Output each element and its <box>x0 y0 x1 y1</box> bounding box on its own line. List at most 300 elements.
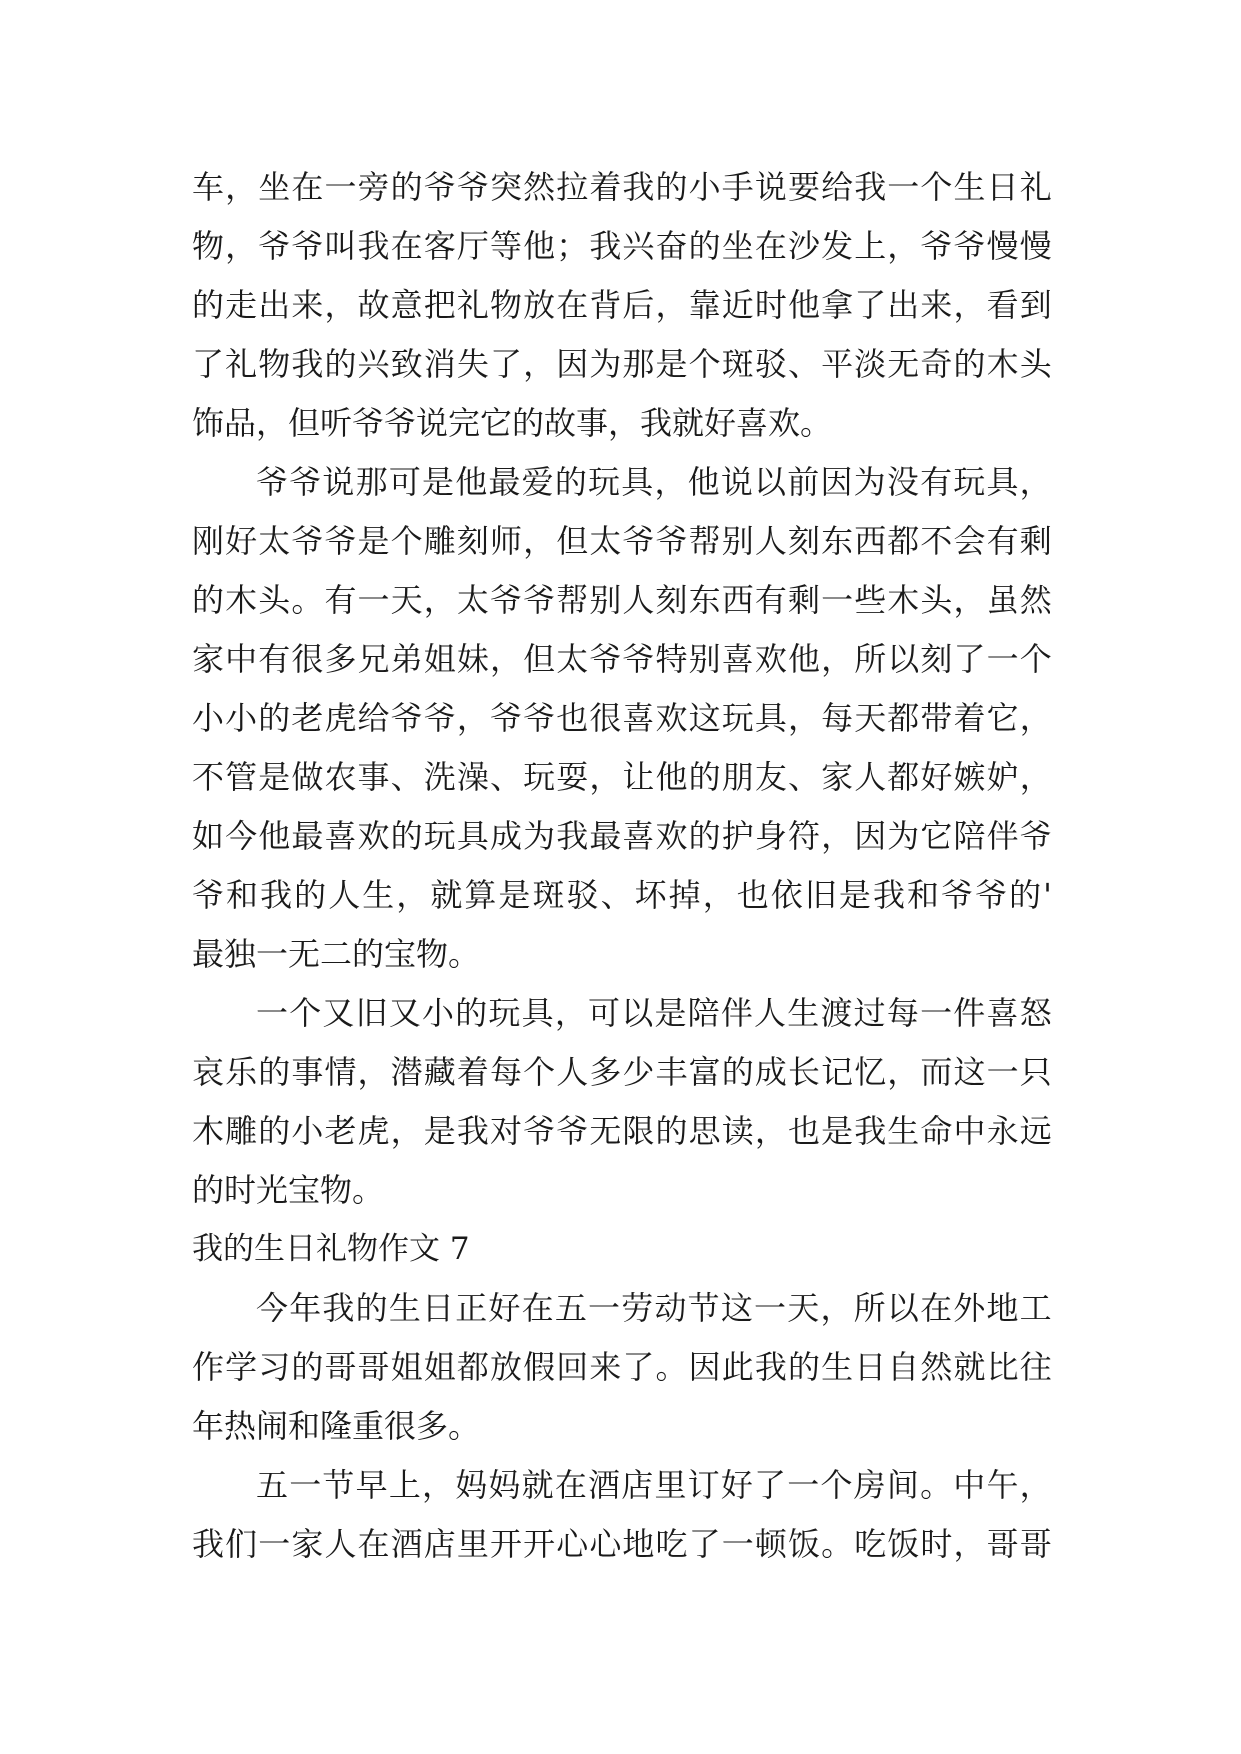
glyph: 特 <box>655 640 688 678</box>
glyph: 生 <box>953 168 986 206</box>
glyph: 前 <box>787 463 820 501</box>
glyph: 人 <box>328 876 361 914</box>
glyph: ' <box>1043 876 1052 914</box>
glyph: 爷 <box>589 640 622 678</box>
glyph: 因 <box>854 817 887 855</box>
glyph: 后 <box>622 286 655 324</box>
glyph: 伴 <box>720 994 753 1032</box>
glyph: 别 <box>589 581 622 619</box>
glyph: 店 <box>423 1525 456 1563</box>
glyph: 的 <box>721 1053 754 1091</box>
glyph: 木 <box>986 345 1019 383</box>
line-text: 我的生日礼物作文 7 <box>192 1231 470 1267</box>
glyph: 我 <box>854 168 887 206</box>
glyph: 每 <box>821 699 854 737</box>
glyph: 时 <box>920 1525 953 1563</box>
glyph: 都 <box>887 699 920 737</box>
glyph: 小 <box>422 994 455 1032</box>
glyph: 天 <box>854 699 887 737</box>
glyph: 有 <box>324 581 357 619</box>
glyph: 、 <box>489 758 522 796</box>
glyph: 而 <box>920 1053 953 1091</box>
glyph: ， <box>324 286 357 324</box>
glyph: 记 <box>821 1053 854 1091</box>
glyph: 这 <box>688 699 721 737</box>
glyph: 不 <box>920 522 953 560</box>
glyph: 着 <box>589 168 622 206</box>
glyph: 生 <box>887 1112 920 1150</box>
glyph: 酒 <box>588 1466 621 1504</box>
glyph: 为 <box>887 817 920 855</box>
glyph: 地 <box>986 1289 1019 1327</box>
glyph: 虎 <box>357 1112 390 1150</box>
line-text: 的时光宝物。 <box>192 1171 385 1209</box>
glyph: 们 <box>225 1525 258 1563</box>
glyph: 也 <box>787 1112 820 1150</box>
glyph: 爷 <box>289 463 322 501</box>
glyph: 物 <box>489 286 522 324</box>
text-line <box>192 1397 1052 1456</box>
glyph: ， <box>655 286 688 324</box>
glyph: 过 <box>853 994 886 1032</box>
glyph: 以 <box>621 994 654 1032</box>
glyph: 回 <box>556 1348 589 1386</box>
glyph: 为 <box>589 345 622 383</box>
glyph: 小 <box>291 1112 324 1150</box>
glyph: 今 <box>256 1289 289 1327</box>
glyph: 说 <box>322 463 355 501</box>
glyph: 思 <box>688 1112 721 1150</box>
glyph: 发 <box>821 227 854 265</box>
glyph: 爷 <box>523 699 556 737</box>
glyph: 我 <box>622 168 655 206</box>
text-line <box>192 158 1052 217</box>
glyph: 爷 <box>489 699 522 737</box>
text-line <box>192 866 1052 925</box>
text-line <box>192 1279 1052 1338</box>
glyph: 家 <box>291 1525 324 1563</box>
glyph: 的 <box>258 1112 291 1150</box>
glyph: 玩 <box>721 699 754 737</box>
glyph: 它 <box>986 699 1019 737</box>
glyph: 客 <box>423 227 456 265</box>
glyph: ， <box>456 699 489 737</box>
glyph: 。 <box>920 1466 953 1504</box>
glyph: 妹 <box>456 640 489 678</box>
glyph: 我 <box>872 876 905 914</box>
line-text: 年热闹和隆重很多。 <box>192 1407 481 1445</box>
glyph: 它 <box>920 817 953 855</box>
glyph: 家 <box>821 758 854 796</box>
glyph: 假 <box>523 1348 556 1386</box>
glyph: 些 <box>854 581 887 619</box>
glyph: 别 <box>688 640 721 678</box>
glyph: 来 <box>589 1348 622 1386</box>
glyph: 的 <box>192 581 225 619</box>
glyph: 爷 <box>622 640 655 678</box>
glyph: 习 <box>258 1348 291 1386</box>
glyph: 算 <box>464 876 497 914</box>
glyph: 刻 <box>456 522 489 560</box>
glyph: 和 <box>226 876 259 914</box>
glyph: 哀 <box>192 1053 225 1091</box>
glyph: 就 <box>953 1348 986 1386</box>
glyph: 五 <box>554 1289 587 1327</box>
glyph: 头 <box>258 581 291 619</box>
glyph: 、 <box>390 758 423 796</box>
glyph: 依 <box>770 876 803 914</box>
glyph: 的 <box>787 1348 820 1386</box>
glyph: 酒 <box>390 1525 423 1563</box>
glyph: 弟 <box>390 640 423 678</box>
glyph: 太 <box>456 581 489 619</box>
glyph: 老 <box>291 699 324 737</box>
glyph: 给 <box>821 168 854 206</box>
glyph: 有 <box>920 463 953 501</box>
glyph: 近 <box>721 286 754 324</box>
glyph: 靠 <box>688 286 721 324</box>
glyph: 洗 <box>423 758 456 796</box>
glyph: 件 <box>953 994 986 1032</box>
glyph: ， <box>953 1525 986 1563</box>
glyph: 是 <box>258 758 291 796</box>
glyph: 在 <box>754 227 787 265</box>
glyph: 那 <box>355 463 388 501</box>
text-line <box>192 748 1052 807</box>
glyph: 可 <box>388 463 421 501</box>
glyph: 耍 <box>556 758 589 796</box>
glyph: 爷 <box>523 581 556 619</box>
glyph: 为 <box>853 463 886 501</box>
text-line <box>192 453 1052 512</box>
glyph: 帮 <box>556 581 589 619</box>
glyph: 往 <box>1019 1348 1052 1386</box>
glyph: 好 <box>720 1466 753 1504</box>
glyph: 无 <box>887 345 920 383</box>
glyph: 具 <box>456 817 489 855</box>
glyph: 礼 <box>225 345 258 383</box>
glyph: 给 <box>357 699 390 737</box>
glyph: 帮 <box>688 522 721 560</box>
glyph: 姐 <box>423 1348 456 1386</box>
glyph: 正 <box>455 1289 488 1327</box>
glyph: 故 <box>357 286 390 324</box>
glyph: 可 <box>588 994 621 1032</box>
text-line <box>192 807 1052 866</box>
glyph: 。 <box>655 1348 688 1386</box>
glyph: 午 <box>986 1466 1019 1504</box>
glyph: 最 <box>291 817 324 855</box>
glyph: 心 <box>556 1525 589 1563</box>
document-body <box>192 158 1052 1574</box>
line-text: 最独一无二的宝物。 <box>192 935 481 973</box>
glyph: 永 <box>986 1112 1019 1150</box>
glyph: ， <box>654 463 687 501</box>
glyph: 着 <box>456 1053 489 1091</box>
glyph: 个 <box>523 1053 556 1091</box>
glyph: 我 <box>589 227 622 265</box>
glyph: 一 <box>357 581 390 619</box>
glyph: 说 <box>720 463 753 501</box>
glyph: 他 <box>787 286 820 324</box>
glyph: 兴 <box>622 227 655 265</box>
glyph: 着 <box>953 699 986 737</box>
glyph: 日 <box>854 1348 887 1386</box>
glyph: 物 <box>258 345 291 383</box>
glyph: 玩 <box>523 758 556 796</box>
glyph: 个 <box>820 1466 853 1504</box>
glyph: 又 <box>388 994 421 1032</box>
glyph: 坐 <box>721 227 754 265</box>
glyph: 的 <box>291 1348 324 1386</box>
glyph: 个 <box>688 345 721 383</box>
glyph: 我 <box>192 1525 225 1563</box>
glyph: 爷 <box>975 876 1008 914</box>
text-line <box>192 1043 1052 1102</box>
glyph: 喜 <box>324 817 357 855</box>
glyph: 劳 <box>621 1289 654 1327</box>
line-text: 饰品，但听爷爷说完它的故事，我就好喜欢。 <box>192 404 833 442</box>
glyph: 具 <box>754 699 787 737</box>
glyph: ， <box>887 1053 920 1091</box>
glyph: 只 <box>1019 1053 1052 1091</box>
glyph: 爷 <box>423 699 456 737</box>
glyph: 他 <box>655 758 688 796</box>
glyph: 欢 <box>655 699 688 737</box>
glyph: 欢 <box>357 817 390 855</box>
glyph: 放 <box>489 1348 522 1386</box>
glyph: 无 <box>589 1112 622 1150</box>
text-line <box>192 276 1052 335</box>
glyph: 怒 <box>1019 994 1052 1032</box>
glyph: 喜 <box>721 640 754 678</box>
glyph: 在 <box>521 1289 554 1327</box>
glyph: ， <box>523 345 556 383</box>
glyph: 、 <box>787 345 820 383</box>
glyph: 一 <box>920 994 953 1032</box>
glyph: 太 <box>258 522 291 560</box>
glyph: 要 <box>787 168 820 206</box>
glyph: 玩 <box>588 463 621 501</box>
glyph: ， <box>1019 1466 1052 1504</box>
glyph: 上 <box>388 1466 421 1504</box>
glyph: 中 <box>953 1112 986 1150</box>
glyph: 物 <box>192 227 225 265</box>
glyph: 喜 <box>986 994 1019 1032</box>
glyph: 的 <box>390 817 423 855</box>
glyph: 放 <box>523 286 556 324</box>
glyph: 渡 <box>820 994 853 1032</box>
glyph: 成 <box>754 1053 787 1091</box>
text-line <box>192 1515 1052 1574</box>
glyph: 消 <box>423 345 456 383</box>
glyph: 的 <box>390 168 423 206</box>
glyph: 然 <box>1019 581 1052 619</box>
glyph: 好 <box>488 1289 521 1327</box>
glyph: 在 <box>357 1525 390 1563</box>
glyph: 不 <box>192 758 225 796</box>
text-line <box>192 1456 1052 1515</box>
glyph: 爷 <box>655 522 688 560</box>
glyph: 他 <box>258 817 291 855</box>
glyph: 爷 <box>941 876 974 914</box>
glyph: 爷 <box>920 227 953 265</box>
glyph: 兴 <box>357 345 390 383</box>
glyph: 。 <box>291 581 324 619</box>
glyph: 的 <box>688 227 721 265</box>
glyph: 因 <box>688 1348 721 1386</box>
glyph: 淡 <box>854 345 887 383</box>
glyph: 就 <box>430 876 463 914</box>
glyph: ， <box>357 1053 390 1091</box>
glyph: 木 <box>192 1112 225 1150</box>
glyph: 沙 <box>787 227 820 265</box>
glyph: 我 <box>854 1112 887 1150</box>
glyph: 他 <box>687 463 720 501</box>
glyph: 地 <box>622 1525 655 1563</box>
glyph: 作 <box>192 1348 225 1386</box>
glyph: 中 <box>953 1466 986 1504</box>
glyph: 礼 <box>1019 168 1052 206</box>
glyph: 是 <box>422 463 455 501</box>
glyph: 虽 <box>986 581 1019 619</box>
glyph: 喜 <box>622 817 655 855</box>
glyph: ， <box>754 1112 787 1150</box>
glyph: 的 <box>688 758 721 796</box>
glyph: 都 <box>887 522 920 560</box>
glyph: 刻 <box>920 640 953 678</box>
glyph: 人 <box>556 1053 589 1091</box>
glyph: 生 <box>787 994 820 1032</box>
glyph: ， <box>554 994 587 1032</box>
glyph: 开 <box>523 1525 556 1563</box>
glyph: 具 <box>621 463 654 501</box>
glyph: 个 <box>390 522 423 560</box>
glyph: 了 <box>688 1525 721 1563</box>
glyph: ， <box>1019 699 1052 737</box>
glyph: 每 <box>489 1053 522 1091</box>
glyph: ， <box>422 1466 455 1504</box>
glyph: 别 <box>721 522 754 560</box>
glyph: 我 <box>322 1289 355 1327</box>
glyph: 玩 <box>423 817 456 855</box>
glyph: 虎 <box>324 699 357 737</box>
text-line <box>192 217 1052 276</box>
glyph: 店 <box>621 1466 654 1504</box>
glyph: 做 <box>291 758 324 796</box>
text-line <box>192 394 1052 453</box>
glyph: 顿 <box>754 1525 787 1563</box>
glyph: 这 <box>720 1289 753 1327</box>
glyph: 等 <box>489 227 522 265</box>
glyph: 爷 <box>324 522 357 560</box>
text-line <box>192 1161 1052 1220</box>
glyph: 慢 <box>986 227 1019 265</box>
glyph: 也 <box>556 699 589 737</box>
glyph: 节 <box>322 1466 355 1504</box>
glyph: 此 <box>721 1348 754 1386</box>
glyph: 厅 <box>456 227 489 265</box>
glyph: 爷 <box>456 168 489 206</box>
glyph: 哥 <box>1019 1525 1052 1563</box>
glyph: 自 <box>887 1348 920 1386</box>
glyph: 房 <box>853 1466 886 1504</box>
glyph: 坏 <box>634 876 667 914</box>
glyph: 人 <box>324 1525 357 1563</box>
glyph: 斑 <box>721 345 754 383</box>
glyph: 爷 <box>291 522 324 560</box>
glyph: 姐 <box>423 640 456 678</box>
glyph: 一 <box>256 994 289 1032</box>
glyph: 是 <box>821 1112 854 1150</box>
glyph: 因 <box>556 345 589 383</box>
glyph: 坐 <box>258 168 291 206</box>
glyph: 我 <box>291 345 324 383</box>
glyph: 剩 <box>1019 522 1052 560</box>
glyph: 爷 <box>953 227 986 265</box>
glyph: 斑 <box>532 876 565 914</box>
glyph: 一 <box>588 1289 621 1327</box>
glyph: 富 <box>688 1053 721 1091</box>
glyph: 就 <box>521 1466 554 1504</box>
glyph: 说 <box>754 168 787 206</box>
text-line <box>192 984 1052 1043</box>
glyph: 我 <box>357 227 390 265</box>
glyph: 妒 <box>986 758 1019 796</box>
glyph: 和 <box>906 876 939 914</box>
glyph: 太 <box>556 640 589 678</box>
glyph: 人 <box>622 581 655 619</box>
glyph: 了 <box>953 640 986 678</box>
glyph: 的 <box>953 345 986 383</box>
glyph: 很 <box>291 640 324 678</box>
glyph: 具 <box>986 463 1019 501</box>
glyph: 都 <box>887 758 920 796</box>
glyph: 欢 <box>655 817 688 855</box>
glyph: 让 <box>622 758 655 796</box>
glyph: 了 <box>622 1348 655 1386</box>
glyph: 饭 <box>887 1525 920 1563</box>
glyph: 动 <box>654 1289 687 1327</box>
glyph: 、 <box>787 758 820 796</box>
glyph: 爷 <box>291 227 324 265</box>
glyph: 订 <box>687 1466 720 1504</box>
glyph: 然 <box>920 1348 953 1386</box>
glyph: 命 <box>920 1112 953 1150</box>
glyph: 工 <box>1019 1289 1052 1327</box>
glyph: 个 <box>289 994 322 1032</box>
glyph: 雕 <box>423 522 456 560</box>
glyph: 玩 <box>488 994 521 1032</box>
text-line <box>192 925 1052 984</box>
section-heading <box>192 1220 1052 1279</box>
glyph: 远 <box>1019 1112 1052 1150</box>
glyph: 一 <box>986 640 1019 678</box>
glyph: 的 <box>1009 876 1042 914</box>
glyph: 对 <box>489 1112 522 1150</box>
glyph: 情 <box>324 1053 357 1091</box>
glyph: 出 <box>887 286 920 324</box>
glyph: 有 <box>258 640 291 678</box>
glyph: 天 <box>787 1289 820 1327</box>
glyph: 他 <box>455 463 488 501</box>
glyph: 陪 <box>953 817 986 855</box>
glyph: 车 <box>192 168 225 206</box>
glyph: 哥 <box>986 1525 1019 1563</box>
glyph: 刻 <box>655 581 688 619</box>
glyph: 农 <box>324 758 357 796</box>
glyph: 丰 <box>655 1053 688 1091</box>
